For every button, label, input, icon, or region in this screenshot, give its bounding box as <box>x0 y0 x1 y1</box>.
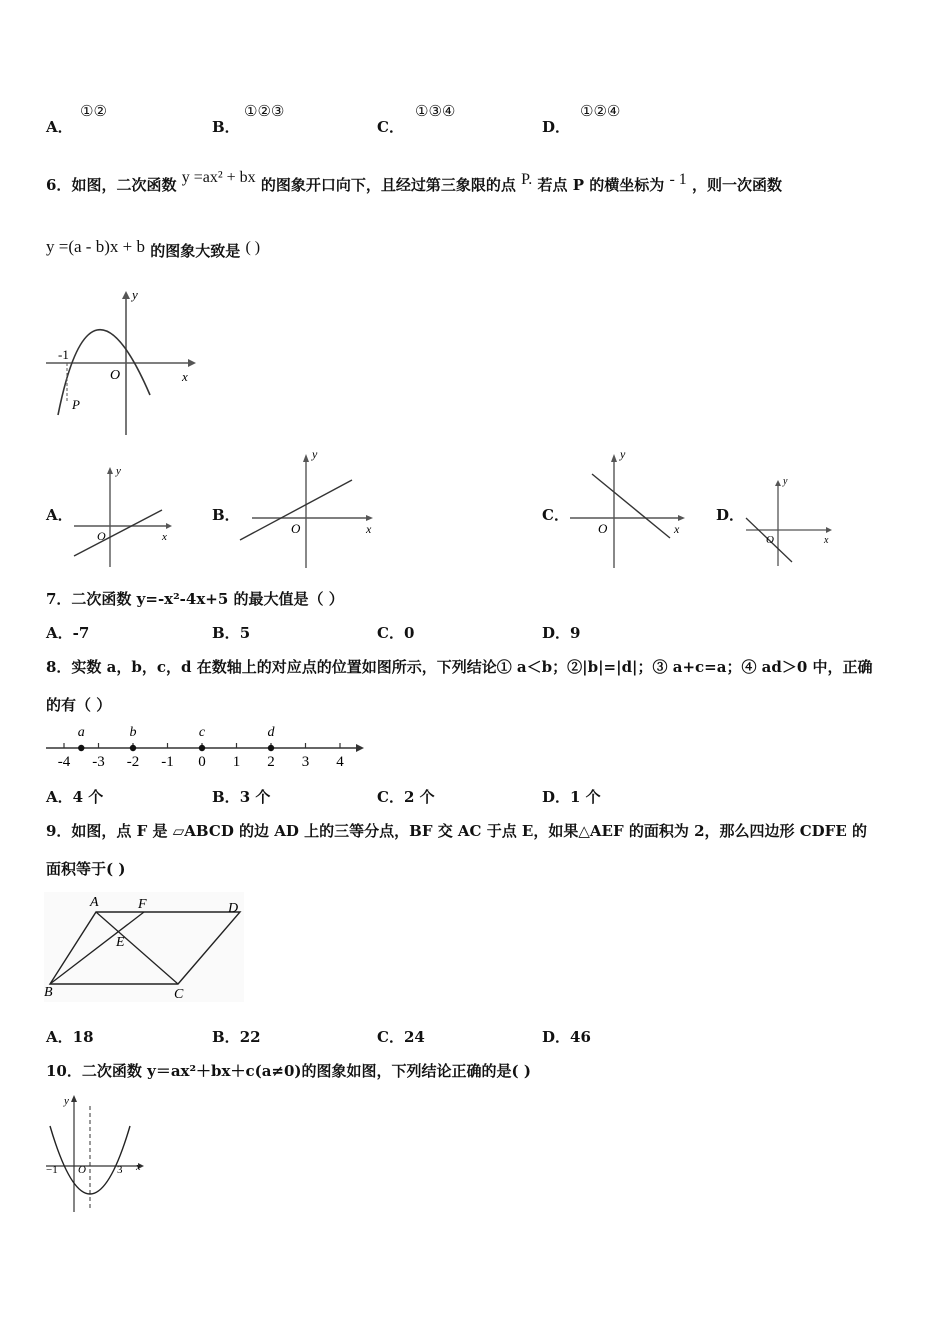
q9-option-a[interactable]: A．18 <box>46 1028 94 1046</box>
q6-graph-y-label: y <box>132 287 138 302</box>
q7-option-a[interactable]: A．-7 <box>46 624 90 642</box>
q6-stem-line2: y =(a - b)x + b 的图象大致是 ( ) <box>46 237 261 260</box>
svg-text:y: y <box>783 476 788 487</box>
svg-text:x: x <box>824 535 829 546</box>
q9-option-d[interactable]: D．46 <box>542 1028 591 1046</box>
q9-option-c[interactable]: C．24 <box>377 1028 425 1046</box>
q7-stem: 7．二次函数 y=-x²-4x+5 的最大值是（ ） <box>46 590 344 608</box>
q8-number-line <box>44 720 369 772</box>
number-line-tick-label: -3 <box>92 754 105 770</box>
q5-option-b[interactable]: B． <box>212 118 240 136</box>
number-line-tick-label: 3 <box>301 754 310 770</box>
q7-option-c[interactable]: C．0 <box>377 624 415 642</box>
q7-option-d[interactable]: D．9 <box>542 624 581 642</box>
svg-text:x: x <box>674 522 680 536</box>
svg-text:−1: −1 <box>46 1164 58 1176</box>
q6-option-b-graph <box>236 446 386 571</box>
number-line-tick-label: 2 <box>267 754 275 770</box>
q6-option-c-graph <box>566 446 696 571</box>
q6-option-b[interactable]: B． <box>212 506 240 524</box>
svg-text:y: y <box>312 447 318 461</box>
q8-option-d[interactable]: D．1 个 <box>542 788 601 806</box>
number-line-tick-label: -4 <box>57 754 71 770</box>
q6-formula-linear: y =(a - b)x + b <box>46 237 145 256</box>
q6-stem-line1: 6．如图，二次函数 y =ax² + bx 的图象开口向下，且经过第三象限的点 P. 若点 P 的横坐标为 - 1 ，则一次函数 <box>46 169 783 194</box>
q8-stem-line2: 的有（ ） <box>46 696 112 714</box>
svg-text:O: O <box>78 1164 86 1176</box>
number-line-tick-label: 4 <box>336 754 344 770</box>
q6-option-a[interactable]: A． <box>46 506 73 524</box>
q6-option-d[interactable]: D． <box>716 506 745 524</box>
svg-text:y: y <box>64 1095 69 1107</box>
q5-option-c[interactable]: C． <box>377 118 404 136</box>
q9-label-d: D <box>228 901 239 916</box>
q6-graph-x-label: x <box>182 369 188 384</box>
q5-option-d[interactable]: D． <box>542 118 571 136</box>
number-line-tick-label: 1 <box>232 754 241 770</box>
q9-label-e: E <box>116 935 125 950</box>
svg-text:y: y <box>620 447 626 461</box>
svg-text:y: y <box>116 465 121 477</box>
q7-option-b[interactable]: B．5 <box>212 624 251 642</box>
q10-parabola-graph <box>44 1092 154 1214</box>
q9-label-c: C <box>174 987 184 1002</box>
q8-option-b[interactable]: B．3 个 <box>212 788 271 806</box>
q9-stem-line1: 9．如图，点 F 是 ▱ABCD 的边 AD 上的三等分点，BF 交 AC 于点 E，如果△AEF 的面积为 2，那么四边形 CDFE 的 <box>46 822 867 840</box>
q5-option-d-value: ①②④ <box>580 102 621 120</box>
q6-formula-quadratic: y =ax² + bx <box>181 169 256 186</box>
q6-graph-origin: O <box>110 368 121 383</box>
number-line-tick-label: -2 <box>126 754 140 770</box>
q9-stem-line2: 面积等于( ) <box>46 860 126 878</box>
number-line-tick-label: -1 <box>161 754 174 770</box>
q9-parallelogram-figure <box>44 892 249 1004</box>
number-line-point-label-d: d <box>267 725 275 740</box>
q9-label-f: F <box>138 897 147 912</box>
q6-option-d-graph <box>742 474 842 569</box>
q6-neg-one: - 1 <box>669 171 687 188</box>
q9-label-b: B <box>44 985 53 1000</box>
q6-parabola-graph <box>40 285 200 440</box>
q6-point-p: P. <box>521 171 533 188</box>
q5-option-a-value: ①② <box>80 102 107 120</box>
number-line-point-label-b: b <box>129 725 137 740</box>
svg-text:3: 3 <box>117 1164 123 1176</box>
svg-text:O: O <box>598 521 608 536</box>
number-line-tick-label: 0 <box>198 754 206 770</box>
q5-option-c-value: ①③④ <box>415 102 456 120</box>
number-line-point-b <box>130 745 136 751</box>
q6-graph-point-p: P <box>72 397 80 412</box>
q6-option-a-graph <box>70 462 180 572</box>
q8-option-c[interactable]: C．2 个 <box>377 788 435 806</box>
number-line-point-c <box>199 745 205 751</box>
q6-graph-minus-one: -1 <box>58 347 69 362</box>
q9-option-b[interactable]: B．22 <box>212 1028 261 1046</box>
svg-text:O: O <box>97 529 106 543</box>
svg-text:x: x <box>162 531 167 543</box>
q8-option-a[interactable]: A．4 个 <box>46 788 104 806</box>
svg-text:x: x <box>136 1162 141 1173</box>
number-line-point-label-c: c <box>198 725 206 740</box>
number-line-point-d <box>268 745 274 751</box>
number-line-point-a <box>78 745 84 751</box>
svg-text:O: O <box>766 534 774 546</box>
svg-text:O: O <box>291 521 301 536</box>
q9-label-a: A <box>90 895 99 910</box>
q8-stem-line1: 8．实数 a，b，c，d 在数轴上的对应点的位置如图所示，下列结论① a＜b；②|b|=|d|；③ a+c=a；④ ad＞0 中，正确 <box>46 658 873 676</box>
q6-option-c[interactable]: C． <box>542 506 569 524</box>
number-line-point-label-a: a <box>77 725 85 740</box>
svg-text:x: x <box>366 522 372 536</box>
q5-option-b-value: ①②③ <box>244 102 285 120</box>
q10-stem: 10．二次函数 y＝ax²＋bx＋c(a≠0)的图象如图，下列结论正确的是( ) <box>46 1062 531 1080</box>
q5-option-a[interactable]: A． <box>46 118 73 136</box>
